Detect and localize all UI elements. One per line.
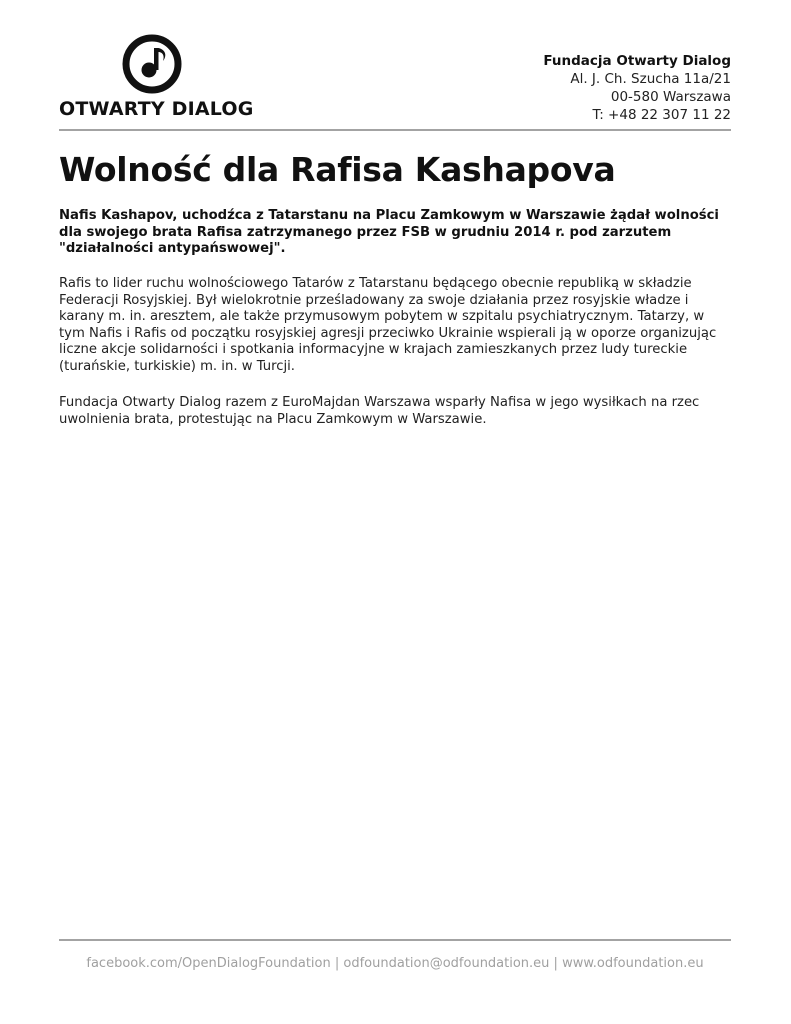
article-lead: Nafis Kashapov, uchodźca z Tatarstanu na Placu Zamkowym w Warszawie żądał wolności dla swojego brata Rafisa zatrzymanego przez FSB w grudniu 2014 r. pod zarzutem "działalności antypańswowej".	[59, 208, 719, 256]
address-city: 00-580 Warszawa	[610, 89, 731, 105]
header-divider	[59, 129, 731, 131]
document-page	[59, 0, 731, 1024]
music-note-logo-icon	[122, 34, 182, 94]
phone-number: T: +48 22 307 11 22	[592, 107, 731, 123]
article-paragraph-2: Fundacja Otwarty Dialog razem z EuroMajdan Warszawa wsparły Nafisa w jego wysiłkach na rzec uwolnienia brata, protestując na Placu Zamkowym w Warszawie.	[59, 395, 700, 427]
footer-links: facebook.com/OpenDialogFoundation | odfoundation@odfoundation.eu | www.odfoundation.eu	[86, 956, 704, 971]
article-paragraph-1: Rafis to lider ruchu wolnościowego Tatarów z Tatarstanu będącego obecnie republiką w składzie Federacji Rosyjskiej. Był wielokrotnie prześladowany za swoje działania przez rosyjskie władze i karany m. in. aresztem, ale także przymusowym pobytem w szpitalu psychiatrycznym. Tatarzy, w tym Nafis i Rafis od początku rosyjskiej agresji przeciwko Ukrainie wspierali ją w oporze organizując liczne akcje solidarności i spotkania informacyjne w krajach zamieszkanych przez ludy tureckie (turańskie, turkiskie) m. in. w Turcji.	[59, 276, 717, 374]
organization-name: Fundacja Otwarty Dialog	[543, 53, 731, 69]
logo	[59, 34, 254, 120]
contact-block	[543, 52, 731, 124]
footer-divider	[59, 939, 731, 941]
logo-text: OTWARTY DIALOG	[59, 98, 254, 120]
article-title: Wolność dla Rafisa Kashapova	[59, 150, 616, 189]
address-street: Al. J. Ch. Szucha 11a/21	[570, 71, 731, 87]
